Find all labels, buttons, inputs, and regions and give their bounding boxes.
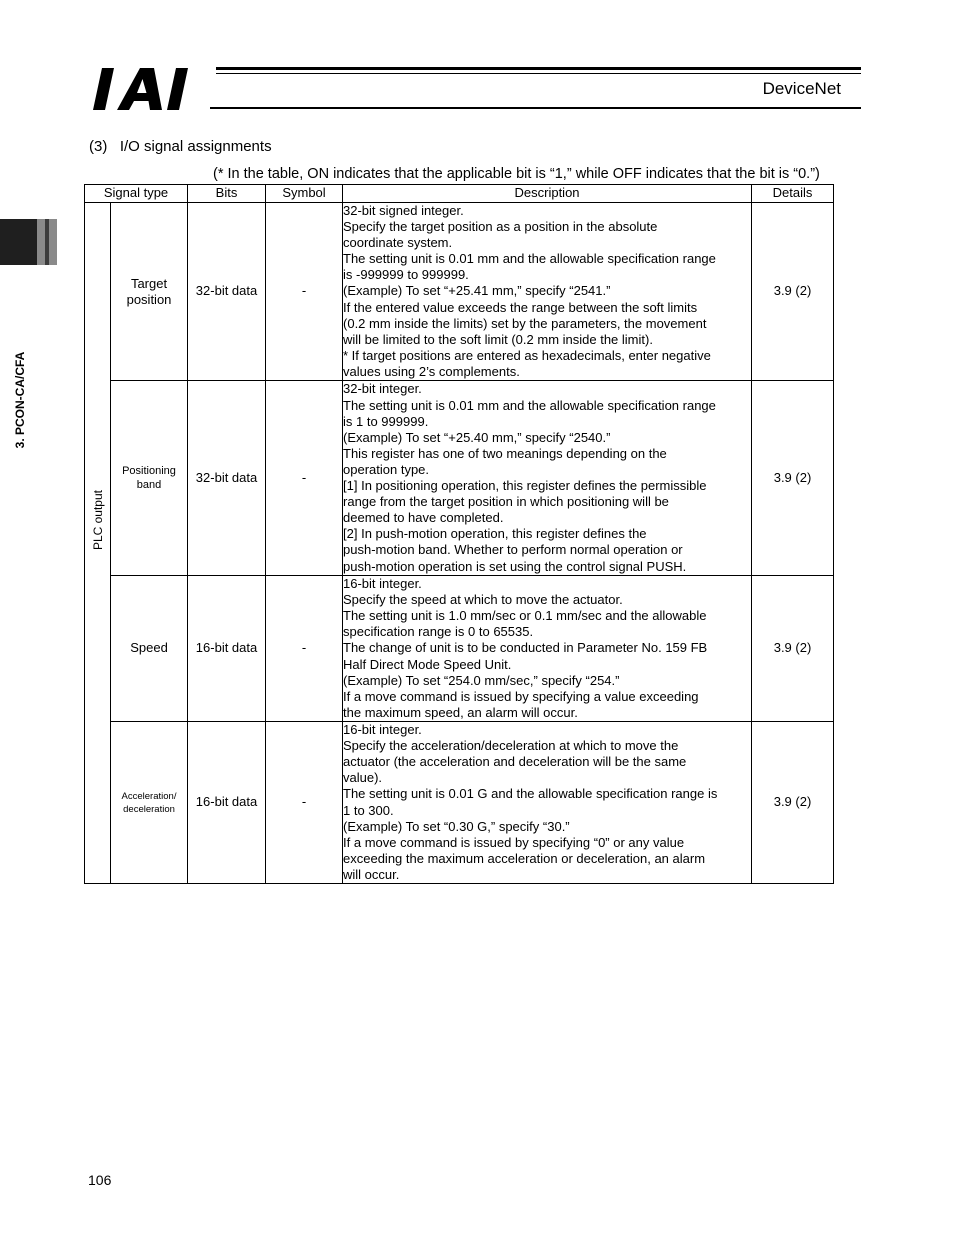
description-line: coordinate system. <box>343 235 453 251</box>
description-line: will be limited to the soft limit (0.2 mm inside the limit). <box>343 331 653 347</box>
description-line: This register has one of two meanings depending on the <box>343 445 667 461</box>
io-signal-table <box>84 184 834 884</box>
details-cell: 3.9 (2) <box>752 722 834 884</box>
description-line: 32-bit integer. <box>343 381 422 397</box>
group-cell <box>85 203 111 884</box>
description-line: (0.2 mm inside the limits) set by the parameters, the movement <box>343 315 707 331</box>
description-line: (Example) To set “254.0 mm/sec,” specify “254.” <box>343 672 620 688</box>
header-symbol: Symbol <box>266 185 343 203</box>
page-number: 106 <box>88 1172 112 1188</box>
description-line: If a move command is issued by specifying “0” or any value <box>343 834 685 850</box>
description-line: actuator (the acceleration and deceleration will be the same <box>343 754 687 770</box>
symbol-cell: - <box>266 722 343 884</box>
description-line: Half Direct Mode Speed Unit. <box>343 656 512 672</box>
details-cell: 3.9 (2) <box>752 203 834 381</box>
description-line: values using 2’s complements. <box>343 363 520 379</box>
description-line: 16-bit integer. <box>343 576 422 592</box>
description-line: push-motion operation is set using the control signal PUSH. <box>343 558 687 574</box>
description-cell <box>343 381 752 576</box>
description-line: specification range is 0 to 65535. <box>343 624 534 640</box>
description-line: range from the target position in which positioning will be <box>343 494 669 510</box>
group-label: PLC output <box>90 489 105 551</box>
chapter-tab-marker-mid <box>45 219 49 265</box>
symbol-cell: - <box>266 381 343 576</box>
table-row <box>85 576 834 722</box>
description-line: * If target positions are entered as hexadecimals, enter negative <box>343 347 711 363</box>
description-cell <box>343 576 752 722</box>
details-cell: 3.9 (2) <box>752 576 834 722</box>
description-line: 1 to 300. <box>343 802 394 818</box>
header-title: DeviceNet <box>762 79 841 98</box>
signal-type-cell: Target position <box>111 203 188 381</box>
table-header-row <box>85 185 834 203</box>
description-line: Specify the acceleration/deceleration at which to move the <box>343 738 679 754</box>
header-signal-type: Signal type <box>85 185 188 203</box>
description-line: exceeding the maximum acceleration or deceleration, an alarm <box>343 850 706 866</box>
description-line: 16-bit integer. <box>343 722 422 738</box>
details-cell: 3.9 (2) <box>752 381 834 576</box>
description-line: (Example) To set “0.30 G,” specify “30.” <box>343 818 570 834</box>
iai-logo <box>92 66 212 112</box>
description-line: The setting unit is 0.01 mm and the allowable specification range <box>343 251 716 267</box>
bits-cell: 32-bit data <box>188 381 266 576</box>
signal-type-cell: Positioning band <box>111 381 188 576</box>
signal-type-cell: Speed <box>111 576 188 722</box>
chapter-label: 3. PCON-CA/CFA <box>13 351 27 449</box>
description-line: The setting unit is 1.0 mm/sec or 0.1 mm/sec and the allowable <box>343 608 707 624</box>
header-rule-bottom <box>210 107 861 109</box>
section-title: (3) I/O signal assignments <box>89 138 272 155</box>
header-details: Details <box>752 185 834 203</box>
chapter-tab-marker <box>0 219 37 265</box>
description-line: If the entered value exceeds the range between the soft limits <box>343 299 698 315</box>
bits-cell: 32-bit data <box>188 203 266 381</box>
symbol-cell: - <box>266 203 343 381</box>
description-line: the maximum speed, an alarm will occur. <box>343 704 578 720</box>
description-line: value). <box>343 770 383 786</box>
description-line: [2] In push-motion operation, this register defines the <box>343 526 647 542</box>
description-cell <box>343 203 752 381</box>
bits-cell: 16-bit data <box>188 722 266 884</box>
header-bits: Bits <box>188 185 266 203</box>
description-line: push-motion band. Whether to perform normal operation or <box>343 542 683 558</box>
description-cell <box>343 722 752 884</box>
description-line: The setting unit is 0.01 G and the allowable specification range is <box>343 786 718 802</box>
description-line: deemed to have completed. <box>343 510 504 526</box>
description-line: operation type. <box>343 461 430 477</box>
table-row <box>85 381 834 576</box>
description-line: The setting unit is 0.01 mm and the allowable specification range <box>343 397 716 413</box>
table-note: (* In the table, ON indicates that the applicable bit is “1,” while OFF indicates that the bit is “0.”) <box>213 166 820 182</box>
description-line: 32-bit signed integer. <box>343 203 464 218</box>
signal-type-cell: Acceleration/ deceleration <box>111 722 188 884</box>
bits-cell: 16-bit data <box>188 576 266 722</box>
table-row <box>85 203 834 381</box>
header-rule-thick <box>216 67 861 70</box>
symbol-cell: - <box>266 576 343 722</box>
header-description: Description <box>343 185 752 203</box>
description-line: If a move command is issued by specifying a value exceeding <box>343 688 699 704</box>
description-line: is -999999 to 999999. <box>343 267 469 283</box>
description-line: (Example) To set “+25.41 mm,” specify “2541.” <box>343 283 611 299</box>
description-line: is 1 to 999999. <box>343 413 429 429</box>
table-row <box>85 722 834 884</box>
description-line: The change of unit is to be conducted in Parameter No. 159 FB <box>343 640 708 656</box>
description-line: Specify the speed at which to move the actuator. <box>343 592 623 608</box>
header-rule-thin <box>216 73 861 74</box>
description-line: (Example) To set “+25.40 mm,” specify “2540.” <box>343 429 611 445</box>
description-line: [1] In positioning operation, this register defines the permissible <box>343 478 707 494</box>
description-line: Specify the target position as a position in the absolute <box>343 219 658 235</box>
description-line: will occur. <box>343 866 400 882</box>
